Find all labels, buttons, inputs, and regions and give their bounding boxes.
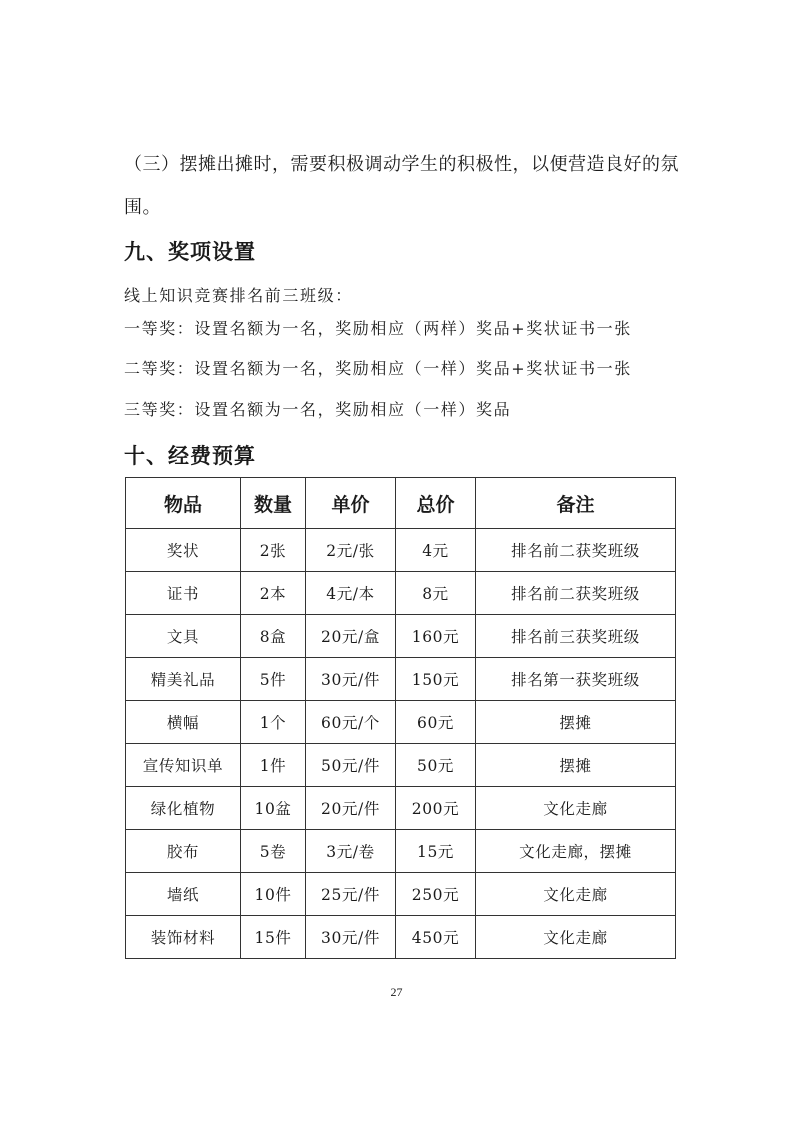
- awards-line: 线上知识竞赛排名前三班级：: [124, 286, 353, 305]
- page-number: 27: [390, 985, 403, 999]
- remarks-cell: 排名前二获奖班级: [476, 529, 676, 572]
- unit-price-cell: 50元/件: [306, 744, 396, 787]
- item-cell: 横幅: [126, 701, 241, 744]
- quantity-cell: 2本: [241, 572, 306, 615]
- unit-price-cell: 3元/卷: [306, 830, 396, 873]
- item-cell: 宣传知识单: [126, 744, 241, 787]
- item-cell: 胶布: [126, 830, 241, 873]
- quantity-cell: 15件: [241, 916, 306, 959]
- unit-price-cell: 60元/个: [306, 701, 396, 744]
- unit-price-cell: 30元/件: [306, 658, 396, 701]
- remarks-cell: 摆摊: [476, 701, 676, 744]
- unit-price-cell: 20元/盒: [306, 615, 396, 658]
- budget-heading: 十、经费预算: [124, 444, 256, 468]
- table-header-row: [126, 478, 676, 529]
- awards-heading: 九、奖项设置: [124, 240, 256, 264]
- remarks-cell: 排名第一获奖班级: [476, 658, 676, 701]
- table-row: [126, 916, 676, 959]
- remarks-cell: 文化走廊: [476, 787, 676, 830]
- unit-price-cell: 4元/本: [306, 572, 396, 615]
- column-header-remarks: 备注: [476, 478, 676, 529]
- quantity-cell: 1个: [241, 701, 306, 744]
- unit-price-cell: 25元/件: [306, 873, 396, 916]
- awards-line: 一等奖：设置名额为一名，奖励相应（两样）奖品+奖状证书一张: [124, 319, 632, 338]
- total-cell: 50元: [396, 744, 476, 787]
- table-row: [126, 658, 676, 701]
- item-cell: 墙纸: [126, 873, 241, 916]
- item-cell: 装饰材料: [126, 916, 241, 959]
- intro-paragraph-line-2: 围。: [124, 197, 161, 218]
- total-cell: 450元: [396, 916, 476, 959]
- remarks-cell: 文化走廊: [476, 873, 676, 916]
- intro-paragraph-line-1: （三）摆摊出摊时，需要积极调动学生的积极性，以便营造良好的氛: [124, 154, 679, 175]
- awards-line: 三等奖：设置名额为一名，奖励相应（一样）奖品: [124, 400, 512, 419]
- quantity-cell: 5件: [241, 658, 306, 701]
- total-cell: 4元: [396, 529, 476, 572]
- total-cell: 150元: [396, 658, 476, 701]
- remarks-cell: 文化走廊，摆摊: [476, 830, 676, 873]
- column-header-total: 总价: [396, 478, 476, 529]
- item-cell: 精美礼品: [126, 658, 241, 701]
- column-header-item: 物品: [126, 478, 241, 529]
- total-cell: 200元: [396, 787, 476, 830]
- table-row: [126, 701, 676, 744]
- quantity-cell: 2张: [241, 529, 306, 572]
- column-header-unit-price: 单价: [306, 478, 396, 529]
- item-cell: 证书: [126, 572, 241, 615]
- remarks-cell: 文化走廊: [476, 916, 676, 959]
- table-row: [126, 744, 676, 787]
- quantity-cell: 5卷: [241, 830, 306, 873]
- table-row: [126, 572, 676, 615]
- quantity-cell: 10盆: [241, 787, 306, 830]
- quantity-cell: 1件: [241, 744, 306, 787]
- unit-price-cell: 2元/张: [306, 529, 396, 572]
- remarks-cell: 摆摊: [476, 744, 676, 787]
- total-cell: 60元: [396, 701, 476, 744]
- table-row: [126, 615, 676, 658]
- total-cell: 15元: [396, 830, 476, 873]
- total-cell: 250元: [396, 873, 476, 916]
- table-row: [126, 529, 676, 572]
- awards-line: 二等奖：设置名额为一名，奖励相应（一样）奖品+奖状证书一张: [124, 359, 632, 378]
- table-row: [126, 787, 676, 830]
- remarks-cell: 排名前三获奖班级: [476, 615, 676, 658]
- total-cell: 160元: [396, 615, 476, 658]
- item-cell: 奖状: [126, 529, 241, 572]
- item-cell: 绿化植物: [126, 787, 241, 830]
- quantity-cell: 10件: [241, 873, 306, 916]
- unit-price-cell: 30元/件: [306, 916, 396, 959]
- total-cell: 8元: [396, 572, 476, 615]
- unit-price-cell: 20元/件: [306, 787, 396, 830]
- table-row: [126, 873, 676, 916]
- quantity-cell: 8盒: [241, 615, 306, 658]
- remarks-cell: 排名前二获奖班级: [476, 572, 676, 615]
- column-header-quantity: 数量: [241, 478, 306, 529]
- table-row: [126, 830, 676, 873]
- budget-table: [125, 477, 676, 959]
- item-cell: 文具: [126, 615, 241, 658]
